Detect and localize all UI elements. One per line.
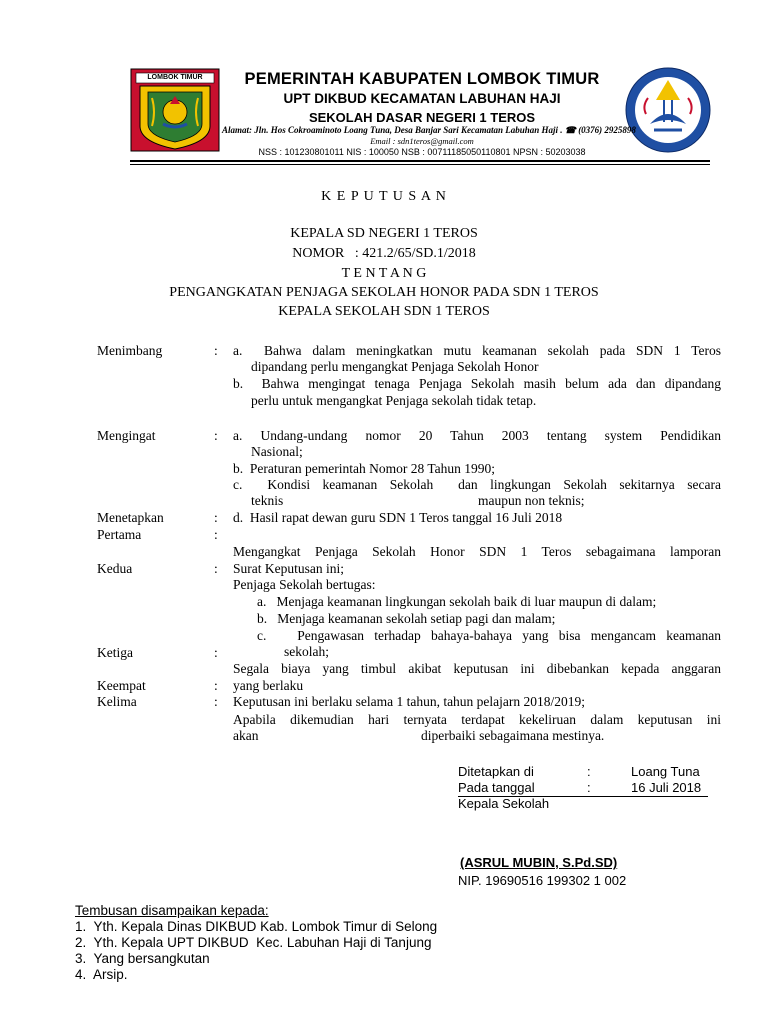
tembusan-heading: Tembusan disampaikan kepada: <box>75 903 269 918</box>
label-mengingat: Mengingat <box>97 428 156 443</box>
ditetapkan-value: Loang Tuna <box>631 764 700 779</box>
tembusan-item: 1. Yth. Kepala Dinas DIKBUD Kab. Lombok Timur di Selong <box>75 919 438 934</box>
colon: : <box>214 678 218 693</box>
colon: : <box>214 645 218 660</box>
kedua-a: a. Menjaga keamanan lingkungan sekolah baik di luar maupun di dalam; <box>257 594 657 609</box>
kelima-line2a: akan <box>233 728 259 743</box>
colon: : <box>587 764 591 779</box>
title-subject: PENGANGKATAN PENJAGA SEKOLAH HONOR PADA SDN 1 TEROS <box>169 285 599 300</box>
label-pertama: Pertama <box>97 527 142 542</box>
signer-nip: NIP. 19690516 199302 1 002 <box>458 873 627 888</box>
title-tentang: T E N T A N G <box>341 266 427 281</box>
colon: : <box>214 510 218 525</box>
letterhead-rule-thin <box>130 164 710 165</box>
title-nomor: NOMOR : 421.2/65/SD.1/2018 <box>292 246 476 261</box>
mengingat-c-line1: c. Kondisi keamanan Sekolah dan lingkungan Sekolah sekitarnya secara <box>233 477 721 492</box>
ketiga-line1: Segala biaya yang timbul akibat keputusan ini dibebankan kepada anggaran <box>233 661 721 676</box>
logo-left-banner: LOMBOK TIMUR <box>147 74 203 81</box>
colon: : <box>214 428 218 443</box>
tut-wuri-handayani-icon <box>624 66 712 154</box>
letterhead-address: Alamat: Jln. Hos Cokroaminoto Loang Tuna, Desa Banjar Sari Kecamatan Labuhan Haji . ☎ (0376) 2925898 <box>222 125 636 135</box>
letterhead-email: Email : sdn1teros@gmail.com <box>370 136 474 146</box>
tanggal-label: Pada tanggal <box>458 780 535 795</box>
lombok-timur-crest-icon <box>130 68 220 152</box>
kedua-intro: Penjaga Sekolah bertugas: <box>233 577 376 592</box>
title-kepala: KEPALA SD NEGERI 1 TEROS <box>290 226 478 241</box>
title-keputusan: K E P U T U S A N <box>321 189 447 204</box>
letterhead-rule-thick <box>130 160 710 162</box>
kelima-line2b: diperbaiki sebagaimana mestinya. <box>421 728 605 743</box>
menimbang-b-line2: perlu untuk mengangkat Penjaga sekolah tidak tetap. <box>251 393 537 408</box>
label-keempat: Keempat <box>97 678 146 693</box>
tembusan-item: 3. Yang bersangkutan <box>75 951 210 966</box>
pertama-line1: Mengangkat Penjaga Sekolah Honor SDN 1 Teros sebagaimana lamporan <box>233 544 721 559</box>
pertama-line2: Surat Keputusan ini; <box>233 561 344 576</box>
kedua-c-line2: sekolah; <box>284 644 329 659</box>
colon: : <box>214 343 218 358</box>
kedua-c-line1: c. Pengawasan terhadap bahaya-bahaya yang bisa mengancam keamanan <box>257 628 721 643</box>
colon: : <box>214 694 218 709</box>
title-subject-2: KEPALA SEKOLAH SDN 1 TEROS <box>278 304 490 319</box>
mengingat-d: d. Hasil rapat dewan guru SDN 1 Teros tanggal 16 Juli 2018 <box>233 510 563 525</box>
menimbang-a-line2: dipandang perlu mengangkat Penjaga Sekolah Honor <box>251 359 539 374</box>
colon: : <box>587 780 591 795</box>
kedua-b: b. Menjaga keamanan sekolah setiap pagi dan malam; <box>257 611 556 626</box>
signer-role: Kepala Sekolah <box>458 796 550 811</box>
mengingat-a-line2: Nasional; <box>251 444 303 459</box>
letterhead-government: PEMERINTAH KABUPATEN LOMBOK TIMUR <box>244 70 600 88</box>
keempat-line1: Keputusan ini berlaku selama 1 tahun, tahun pelajarn 2018/2019; <box>233 694 586 709</box>
menimbang-a-line1: a. Bahwa dalam meningkatkan mutu keamanan sekolah pada SDN 1 Teros <box>233 343 721 358</box>
mengingat-b: b. Peraturan pemerintah Nomor 28 Tahun 1990; <box>233 461 495 476</box>
mengingat-a-line1: a. Undang-undang nomor 20 Tahun 2003 tentang system Pendidikan <box>233 428 721 443</box>
signer-name: (ASRUL MUBIN, S.Pd.SD) <box>460 855 618 870</box>
letterhead-school: SEKOLAH DASAR NEGERI 1 TEROS <box>308 110 536 125</box>
tembusan-item: 2. Yth. Kepala UPT DIKBUD Kec. Labuhan Haji di Tanjung <box>75 935 432 950</box>
tembusan-item: 4. Arsip. <box>75 967 128 982</box>
label-ketiga: Ketiga <box>97 645 133 660</box>
label-menimbang: Menimbang <box>97 343 163 358</box>
menimbang-b-line1: b. Bahwa mengingat tenaga Penjaga Sekolah masih belum ada dan dipandang <box>233 376 721 391</box>
ketiga-line2: yang berlaku <box>233 678 304 693</box>
tanggal-value: 16 Juli 2018 <box>631 780 702 795</box>
kelima-line1: Apabila dikemudian hari ternyata terdapat kekeliruan dalam keputusan ini <box>233 712 721 727</box>
mengingat-c-line2b: maupun non teknis; <box>478 493 585 508</box>
mengingat-c-line2a: teknis <box>251 493 284 508</box>
colon: : <box>214 561 218 576</box>
label-kelima: Kelima <box>97 694 137 709</box>
colon: : <box>214 527 218 542</box>
letterhead-office: UPT DIKBUD KECAMATAN LABUHAN HAJI <box>283 90 561 107</box>
label-kedua: Kedua <box>97 561 133 576</box>
ditetapkan-label: Ditetapkan di <box>458 764 534 779</box>
letterhead-ids: NSS : 101230801011 NIS : 100050 NSB : 00711185050110801 NPSN : 50203038 <box>258 147 586 157</box>
label-menetapkan: Menetapkan <box>97 510 164 525</box>
